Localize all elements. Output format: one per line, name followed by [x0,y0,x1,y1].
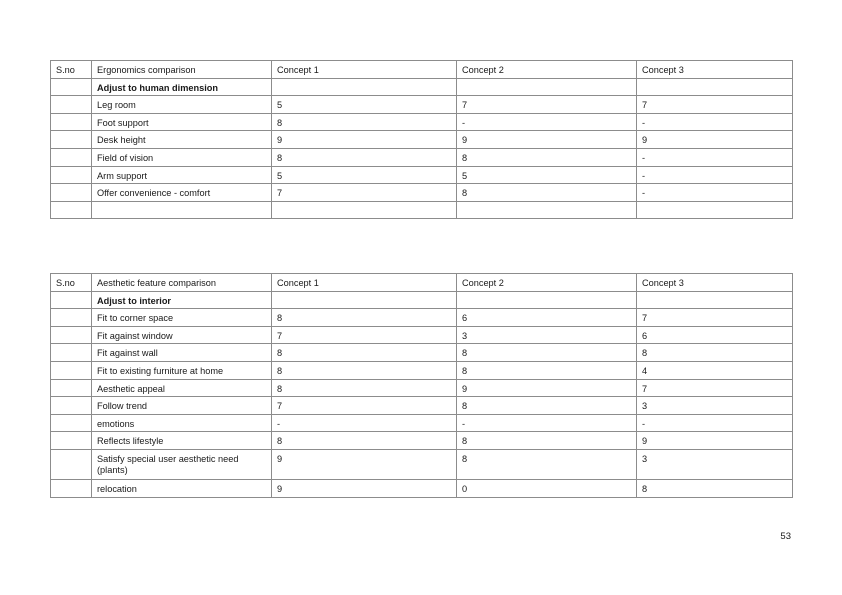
cell-label: Aesthetic appeal [92,379,272,397]
cell-empty [637,78,793,96]
cell-concept-2: 8 [457,397,637,415]
cell-concept-1: 8 [272,379,457,397]
table-row [51,166,793,184]
cell-empty [51,291,92,309]
table-row [51,96,793,114]
cell-empty [272,201,457,219]
cell-label: Satisfy special user aesthetic need (plants) [92,449,272,479]
cell-label: Arm support [92,166,272,184]
cell-concept-2: 8 [457,148,637,166]
header-feature: Ergonomics comparison [92,61,272,79]
table-row [51,379,793,397]
cell-concept-3: - [637,148,793,166]
header-concept-2: Concept 2 [457,274,637,292]
table-row [51,184,793,202]
cell-concept-1: 8 [272,344,457,362]
cell-concept-2: 7 [457,96,637,114]
cell-sno [51,113,92,131]
cell-concept-3: - [637,113,793,131]
cell-empty [457,201,637,219]
table-row [51,344,793,362]
cell-sno [51,361,92,379]
cell-concept-1: 8 [272,432,457,450]
cell-concept-1: 8 [272,148,457,166]
cell-concept-3: 8 [637,344,793,362]
cell-empty [51,201,92,219]
cell-empty [272,78,457,96]
cell-label: relocation [92,479,272,497]
page-number: 53 [780,531,791,542]
cell-concept-3: - [637,166,793,184]
cell-concept-2: 5 [457,166,637,184]
table-row [51,326,793,344]
cell-concept-2: 3 [457,326,637,344]
cell-sno [51,96,92,114]
cell-concept-1: - [272,414,457,432]
cell-label: Leg room [92,96,272,114]
cell-empty [92,201,272,219]
cell-concept-1: 7 [272,397,457,415]
table-row [51,397,793,415]
header-concept-3: Concept 3 [637,61,793,79]
cell-empty [457,78,637,96]
cell-concept-1: 5 [272,96,457,114]
cell-concept-2: 8 [457,432,637,450]
cell-concept-1: 9 [272,131,457,149]
header-concept-2: Concept 2 [457,61,637,79]
cell-concept-2: 0 [457,479,637,497]
table-row [51,432,793,450]
cell-concept-1: 5 [272,166,457,184]
empty-row [51,201,793,219]
table-row [51,131,793,149]
header-concept-1: Concept 1 [272,274,457,292]
cell-concept-2: 8 [457,449,637,479]
cell-concept-3: 3 [637,397,793,415]
cell-concept-2: 9 [457,131,637,149]
section-title: Adjust to interior [92,291,272,309]
table-row [51,148,793,166]
cell-concept-2: 8 [457,344,637,362]
cell-empty [637,201,793,219]
header-concept-3: Concept 3 [637,274,793,292]
cell-empty [457,291,637,309]
cell-label: Fit to corner space [92,309,272,327]
cell-sno [51,414,92,432]
table-row [51,449,793,479]
cell-concept-1: 8 [272,113,457,131]
cell-sno [51,379,92,397]
cell-concept-3: 9 [637,432,793,450]
cell-concept-1: 8 [272,309,457,327]
cell-concept-3: - [637,414,793,432]
cell-concept-1: 9 [272,449,457,479]
header-feature: Aesthetic feature comparison [92,274,272,292]
cell-sno [51,131,92,149]
cell-sno [51,184,92,202]
cell-concept-2: 6 [457,309,637,327]
cell-empty [51,78,92,96]
header-concept-1: Concept 1 [272,61,457,79]
cell-concept-1: 9 [272,479,457,497]
table-header-row [51,274,793,292]
cell-label: Field of vision [92,148,272,166]
cell-concept-2: 9 [457,379,637,397]
cell-concept-3: 7 [637,96,793,114]
aesthetic-feature-comparison-table [50,273,793,498]
cell-sno [51,148,92,166]
section-row [51,78,793,96]
cell-label: Fit to existing furniture at home [92,361,272,379]
cell-sno [51,344,92,362]
table-row [51,479,793,497]
ergonomics-comparison-table [50,60,793,219]
table-row [51,113,793,131]
cell-label: Follow trend [92,397,272,415]
cell-sno [51,309,92,327]
table-row [51,414,793,432]
header-sno: S.no [51,61,92,79]
cell-concept-2: - [457,113,637,131]
cell-empty [637,291,793,309]
cell-sno [51,397,92,415]
cell-label: Reflects lifestyle [92,432,272,450]
cell-empty [272,291,457,309]
cell-concept-3: - [637,184,793,202]
cell-sno [51,449,92,479]
cell-label: Foot support [92,113,272,131]
cell-concept-3: 4 [637,361,793,379]
cell-concept-3: 6 [637,326,793,344]
cell-concept-2: - [457,414,637,432]
table-row [51,309,793,327]
cell-label: Desk height [92,131,272,149]
cell-sno [51,479,92,497]
cell-concept-2: 8 [457,361,637,379]
cell-concept-3: 9 [637,131,793,149]
header-sno: S.no [51,274,92,292]
cell-concept-3: 7 [637,309,793,327]
table-row [51,361,793,379]
cell-label: Fit against window [92,326,272,344]
cell-concept-2: 8 [457,184,637,202]
cell-label: Offer convenience - comfort [92,184,272,202]
cell-label: emotions [92,414,272,432]
cell-concept-1: 8 [272,361,457,379]
cell-label: Fit against wall [92,344,272,362]
cell-concept-1: 7 [272,326,457,344]
cell-sno [51,326,92,344]
cell-sno [51,432,92,450]
cell-concept-1: 7 [272,184,457,202]
cell-concept-3: 7 [637,379,793,397]
table-header-row [51,61,793,79]
cell-concept-3: 3 [637,449,793,479]
section-row [51,291,793,309]
cell-concept-3: 8 [637,479,793,497]
section-title: Adjust to human dimension [92,78,272,96]
cell-sno [51,166,92,184]
